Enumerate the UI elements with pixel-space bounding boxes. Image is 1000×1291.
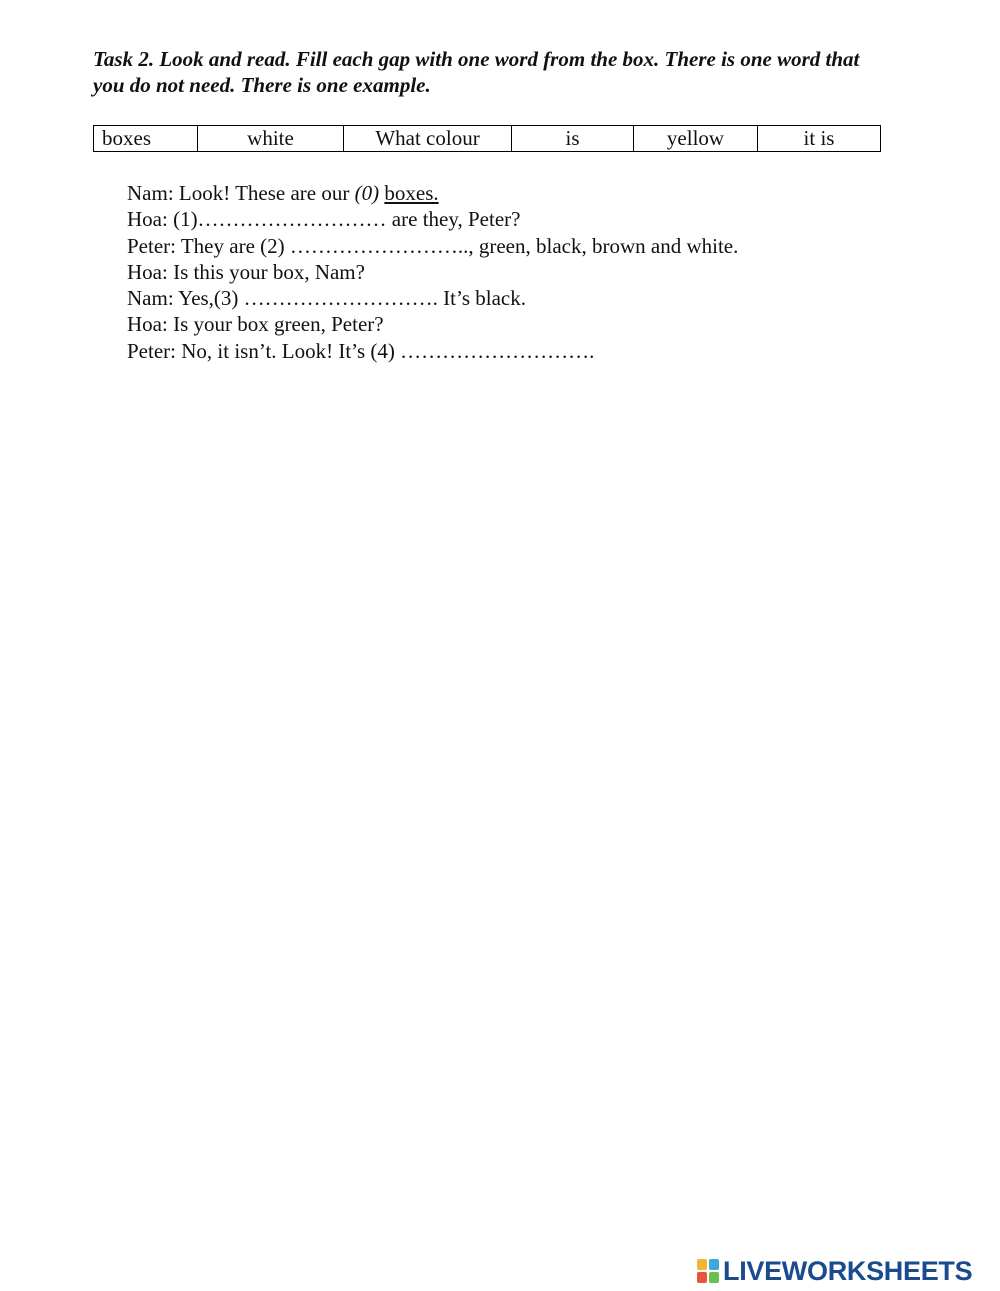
dialogue-line-prefix: Nam: Look! These are our	[127, 181, 355, 205]
word-box-cell: yellow	[634, 126, 758, 152]
word-box-cell: What colour	[344, 126, 512, 152]
dialogue	[127, 180, 738, 364]
word-box	[93, 125, 881, 152]
dialogue-line-6: Peter: No, it isn’t. Look! It’s (4) ……………………….	[127, 338, 595, 363]
example-number: (0)	[354, 181, 380, 205]
dialogue-line-4: Nam: Yes,(3) ………………………. It’s black.	[127, 286, 526, 311]
liveworksheets-logo-icon	[697, 1259, 719, 1283]
logo-tile	[709, 1272, 719, 1283]
word-box-cell: white	[198, 126, 344, 152]
dialogue-line-3: Hoa: Is this your box, Nam?	[127, 259, 365, 284]
dialogue-line-2: Peter: They are (2) …………………….., green, black, brown and white.	[127, 233, 739, 258]
word-box-cell: is	[512, 126, 634, 152]
liveworksheets-logo	[697, 1257, 972, 1285]
dialogue-line-5: Hoa: Is your box green, Peter?	[127, 312, 384, 337]
dialogue-line-1: Hoa: (1)……………………… are they, Peter?	[127, 207, 521, 232]
logo-tile	[709, 1259, 719, 1270]
dialogue-line-example	[127, 180, 738, 206]
word-box-cell: it is	[758, 126, 881, 152]
task-instructions: Task 2. Look and read. Fill each gap with one word from the box. There is one word that you do not need. There is one example.	[93, 47, 860, 97]
example-answer: boxes.	[384, 181, 439, 205]
word-box-cell: boxes	[94, 126, 198, 152]
brand-name: LIVEWORKSHEETS	[723, 1256, 973, 1286]
logo-tile	[697, 1272, 707, 1283]
logo-tile	[697, 1259, 707, 1270]
word-box-row	[94, 126, 881, 152]
